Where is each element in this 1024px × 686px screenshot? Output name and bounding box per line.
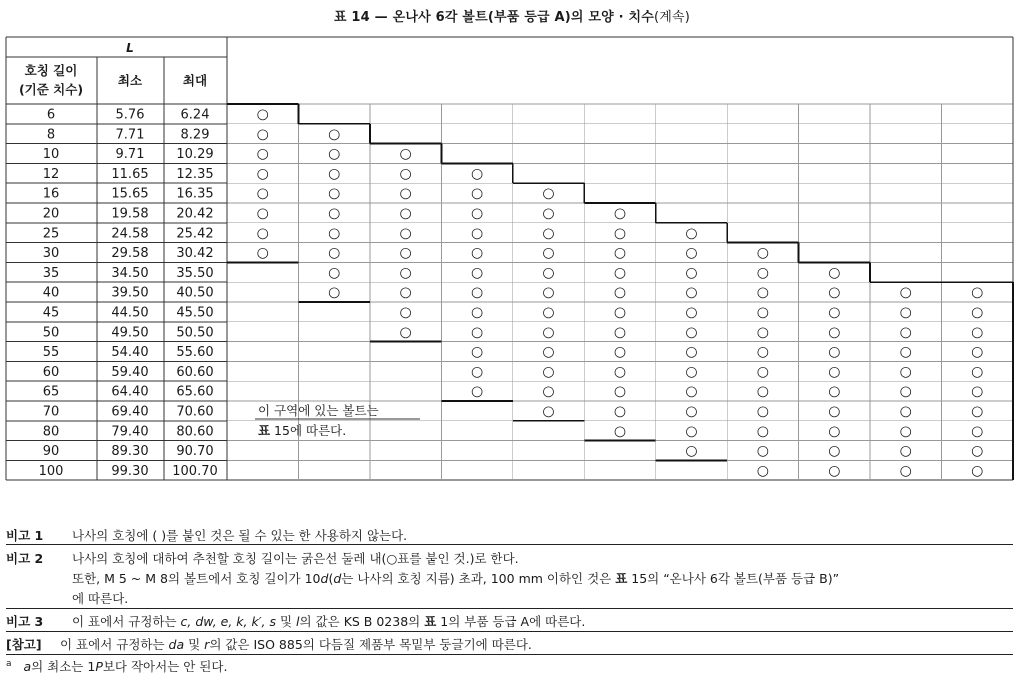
row-min: 39.50 (111, 285, 149, 301)
note-2-label: 비고 2 (6, 551, 44, 566)
circle-mark: ○ (685, 443, 698, 460)
circle-mark: ○ (899, 324, 912, 341)
circle-mark: ○ (828, 304, 841, 321)
note-3-text-a: 이 표에서 규정하는 (72, 614, 181, 629)
circle-mark: ○ (542, 264, 555, 281)
table-title-text: 표 14 — 온나사 6각 볼트(부품 등급 A)의 모양 · 치수 (333, 10, 654, 25)
circle-mark: ○ (828, 443, 841, 460)
circle-mark: ○ (971, 443, 984, 460)
row-nominal: 20 (42, 206, 60, 222)
note-2-line-2 (72, 569, 839, 587)
circle-mark: ○ (470, 165, 484, 182)
row-max: 12.35 (176, 166, 214, 182)
circle-mark: ○ (971, 304, 984, 321)
circle-mark: ○ (971, 324, 984, 341)
circle-mark: ○ (899, 403, 912, 420)
row-min: 99.30 (111, 463, 149, 479)
circle-mark: ○ (685, 423, 698, 440)
row-min: 11.65 (111, 166, 149, 182)
row-nominal: 8 (46, 127, 56, 143)
circle-mark: ○ (328, 284, 341, 301)
circle-mark: ○ (971, 284, 984, 301)
note-2-var-d-2: d (333, 571, 342, 586)
circle-mark: ○ (899, 363, 912, 380)
note-1 (6, 526, 407, 544)
region-note-line2: 표 15에 따른다. (258, 422, 347, 438)
circle-mark: ○ (613, 225, 627, 242)
footnote-a (6, 657, 227, 675)
circle-mark: ○ (685, 324, 698, 341)
circle-mark: ○ (328, 146, 341, 163)
circle-mark: ○ (613, 205, 627, 222)
circle-mark: ○ (328, 185, 341, 202)
circle-mark: ○ (399, 146, 412, 163)
circle-mark: ○ (542, 403, 555, 420)
circle-mark: ○ (542, 245, 555, 262)
circle-mark: ○ (899, 284, 912, 301)
row-nominal: 35 (42, 265, 60, 281)
row-nominal: 55 (42, 345, 60, 361)
row-min: 29.58 (111, 246, 149, 262)
circle-mark: ○ (756, 344, 769, 361)
reference-text-b: 및 (184, 637, 205, 652)
circle-mark: ○ (256, 185, 269, 202)
circle-mark: ○ (828, 462, 841, 479)
separator (6, 608, 1013, 609)
circle-mark: ○ (399, 185, 412, 202)
circle-mark: ○ (613, 363, 627, 380)
circle-mark: ○ (399, 284, 412, 301)
circle-mark: ○ (470, 264, 484, 281)
row-max: 16.35 (176, 186, 214, 202)
reference-text-a: 이 표에서 규정하는 (60, 637, 169, 652)
note-2-table-ref: 표 (615, 571, 628, 586)
circle-mark: ○ (256, 126, 269, 143)
row-max: 90.70 (176, 444, 214, 460)
circle-mark: ○ (256, 245, 269, 262)
circle-mark: ○ (971, 423, 984, 440)
circle-mark: ○ (971, 363, 984, 380)
table-title-continued: (계속) (653, 10, 691, 25)
row-max: 6.24 (180, 107, 210, 123)
note-1-text: 나사의 호칭에 ( )를 붙인 것은 될 수 있는 한 사용하지 않는다. (72, 528, 408, 543)
row-min: 34.50 (111, 265, 149, 281)
note-3-vars: c, dw, e, k, k′, s (180, 614, 277, 629)
reference-var-r: r (204, 637, 210, 652)
circle-mark: ○ (256, 165, 269, 182)
footnote-text-c: 보다 작아서는 안 된다. (102, 659, 228, 674)
circle-mark: ○ (899, 443, 912, 460)
note-2-var-d: d (320, 571, 329, 586)
header-max: 최대 (182, 73, 208, 88)
circle-mark: ○ (971, 383, 984, 400)
circle-mark: ○ (971, 462, 984, 479)
note-3-text-d: 1의 부품 등급 A에 따른다. (436, 614, 586, 629)
circle-mark: ○ (828, 363, 841, 380)
circle-mark: ○ (613, 344, 627, 361)
circle-mark: ○ (613, 423, 627, 440)
circle-mark: ○ (470, 225, 484, 242)
row-max: 30.42 (176, 246, 214, 262)
circle-mark: ○ (399, 264, 412, 281)
reference-label: [참고] (6, 637, 42, 652)
row-nominal: 6 (46, 107, 56, 123)
row-min: 49.50 (111, 325, 149, 341)
circle-mark: ○ (470, 185, 484, 202)
row-nominal: 40 (42, 285, 60, 301)
circle-mark: ○ (756, 264, 769, 281)
circle-mark: ○ (685, 383, 698, 400)
circle-mark: ○ (542, 225, 555, 242)
note-3 (6, 612, 585, 630)
circle-mark: ○ (542, 324, 555, 341)
circle-mark: ○ (542, 185, 555, 202)
row-min: 24.58 (111, 226, 149, 242)
circle-mark: ○ (899, 383, 912, 400)
circle-mark: ○ (756, 284, 769, 301)
row-nominal: 12 (42, 166, 60, 182)
circle-mark: ○ (828, 423, 841, 440)
reference-var-da: da (168, 637, 185, 652)
circle-mark: ○ (685, 264, 698, 281)
circle-mark: ○ (399, 165, 412, 182)
circle-mark: ○ (328, 245, 341, 262)
notes-section (6, 522, 1013, 672)
circle-mark: ○ (613, 383, 627, 400)
row-nominal: 90 (42, 444, 60, 460)
circle-mark: ○ (399, 245, 412, 262)
note-3-table-ref: 표 (424, 614, 437, 629)
circle-mark: ○ (542, 363, 555, 380)
row-max: 35.50 (176, 265, 214, 281)
circle-mark: ○ (542, 284, 555, 301)
header-nominal-line2: (기준 치수) (18, 82, 84, 97)
row-min: 54.40 (111, 345, 149, 361)
circle-mark: ○ (256, 205, 269, 222)
row-min: 64.40 (111, 384, 149, 400)
circle-mark: ○ (756, 363, 769, 380)
row-max: 80.60 (176, 424, 214, 440)
circle-mark: ○ (542, 205, 555, 222)
circle-mark: ○ (756, 324, 769, 341)
row-max: 55.60 (176, 345, 214, 361)
circle-mark: ○ (899, 344, 912, 361)
circle-mark: ○ (613, 284, 627, 301)
row-min: 69.40 (111, 404, 149, 420)
note-3-text-c: 의 값은 KS B 0238의 (299, 614, 425, 629)
circle-mark: ○ (542, 383, 555, 400)
circle-mark: ○ (685, 403, 698, 420)
separator (6, 654, 1013, 655)
row-nominal: 60 (42, 364, 60, 380)
circle-mark: ○ (470, 284, 484, 301)
row-nominal: 70 (42, 404, 60, 420)
circle-mark: ○ (613, 264, 627, 281)
circle-mark: ○ (613, 245, 627, 262)
circle-mark: ○ (971, 403, 984, 420)
circle-mark: ○ (256, 225, 269, 242)
header-L: L (126, 41, 134, 55)
row-min: 79.40 (111, 424, 149, 440)
circle-mark: ○ (685, 245, 698, 262)
row-min: 19.58 (111, 206, 149, 222)
circle-mark: ○ (756, 443, 769, 460)
circle-mark: ○ (470, 205, 484, 222)
circle-mark: ○ (756, 403, 769, 420)
circle-mark: ○ (756, 423, 769, 440)
circle-mark: ○ (328, 225, 341, 242)
circle-mark: ○ (613, 403, 627, 420)
reference-text-c: 의 값은 ISO 885의 다듬질 제품부 목밑부 둥글기에 따른다. (209, 637, 532, 652)
row-max: 70.60 (176, 404, 214, 420)
circle-mark: ○ (470, 383, 484, 400)
row-min: 89.30 (111, 444, 149, 460)
note-3-var-l: l (296, 614, 300, 629)
separator (6, 544, 1013, 545)
circle-mark: ○ (542, 344, 555, 361)
row-nominal: 10 (42, 147, 60, 163)
note-2-text: 나사의 호칭에 대하여 추천할 호칭 길이는 굵은선 둘레 내(○표를 붙인 것.)로 한다. (72, 551, 519, 566)
circle-mark: ○ (756, 383, 769, 400)
circle-mark: ○ (470, 324, 484, 341)
circle-mark: ○ (685, 344, 698, 361)
footnote-var-p: P (95, 659, 103, 674)
row-max: 45.50 (176, 305, 214, 321)
header-nominal-line1: 호칭 길이 (24, 63, 78, 78)
note-2 (6, 549, 519, 567)
note-1-label: 비고 1 (6, 528, 44, 543)
circle-mark: ○ (828, 344, 841, 361)
row-min: 59.40 (111, 364, 149, 380)
note-2-text-e: 15의 “온나사 6각 볼트(부품 등급 B)” (627, 571, 840, 586)
separator (6, 631, 1013, 632)
note-3-label: 비고 3 (6, 614, 44, 629)
row-nominal: 65 (42, 384, 60, 400)
row-nominal: 45 (42, 305, 60, 321)
row-max: 40.50 (176, 285, 214, 301)
note-3-text-b: 및 (276, 614, 297, 629)
footnote-text-b: 의 최소는 1 (31, 659, 96, 674)
footnote-marker: a (6, 658, 12, 669)
circle-mark: ○ (542, 304, 555, 321)
row-max: 50.50 (176, 325, 214, 341)
circle-mark: ○ (685, 284, 698, 301)
circle-mark: ○ (399, 304, 412, 321)
row-min: 15.65 (111, 186, 149, 202)
row-nominal: 50 (42, 325, 60, 341)
row-max: 8.29 (180, 127, 210, 143)
circle-mark: ○ (971, 344, 984, 361)
circle-mark: ○ (328, 126, 341, 143)
row-min: 5.76 (115, 107, 145, 123)
row-nominal: 16 (42, 186, 60, 202)
header-min: 최소 (117, 73, 143, 88)
region-note-line1: 이 구역에 있는 볼트는 (258, 403, 379, 418)
circle-mark: ○ (899, 423, 912, 440)
row-max: 100.70 (172, 463, 218, 479)
circle-mark: ○ (899, 304, 912, 321)
note-2-text-end: 에 따른다. (72, 591, 129, 606)
footnote-var-a: a (23, 659, 32, 674)
row-max: 65.60 (176, 384, 214, 400)
circle-mark: ○ (470, 304, 484, 321)
reference-note (6, 635, 532, 653)
circle-mark: ○ (399, 205, 412, 222)
circle-mark: ○ (828, 383, 841, 400)
note-2-text-c: 는 나사의 호칭 지름) 초과, 100 mm 이하인 것은 (341, 571, 616, 586)
row-max: 25.42 (176, 226, 214, 242)
circle-mark: ○ (685, 363, 698, 380)
row-max: 10.29 (176, 147, 214, 163)
note-2-line-3 (72, 589, 128, 607)
circle-mark: ○ (828, 264, 841, 281)
circle-mark: ○ (399, 324, 412, 341)
circle-mark: ○ (756, 462, 769, 479)
circle-mark: ○ (685, 225, 698, 242)
circle-mark: ○ (899, 462, 912, 479)
circle-mark: ○ (328, 264, 341, 281)
row-nominal: 25 (42, 226, 60, 242)
circle-mark: ○ (470, 363, 484, 380)
row-min: 44.50 (111, 305, 149, 321)
note-2-paren: ( (328, 571, 334, 586)
note-2-text-a: 또한, M 5 ~ M 8의 볼트에서 호칭 길이가 10 (72, 571, 321, 586)
row-max: 60.60 (176, 364, 214, 380)
row-nominal: 80 (42, 424, 60, 440)
circle-mark: ○ (256, 106, 269, 123)
circle-mark: ○ (470, 245, 484, 262)
row-min: 9.71 (115, 147, 145, 163)
circle-mark: ○ (613, 304, 627, 321)
circle-mark: ○ (828, 284, 841, 301)
circle-mark: ○ (328, 165, 341, 182)
circle-mark: ○ (756, 304, 769, 321)
row-max: 20.42 (176, 206, 214, 222)
row-min: 7.71 (115, 127, 145, 143)
circle-mark: ○ (828, 403, 841, 420)
circle-mark: ○ (828, 324, 841, 341)
circle-mark: ○ (685, 304, 698, 321)
circle-mark: ○ (399, 225, 412, 242)
circle-mark: ○ (470, 344, 484, 361)
circle-mark: ○ (328, 205, 341, 222)
row-nominal: 100 (38, 463, 64, 479)
row-nominal: 30 (42, 246, 60, 262)
circle-mark: ○ (613, 324, 627, 341)
circle-mark: ○ (256, 146, 269, 163)
circle-mark: ○ (756, 245, 769, 262)
